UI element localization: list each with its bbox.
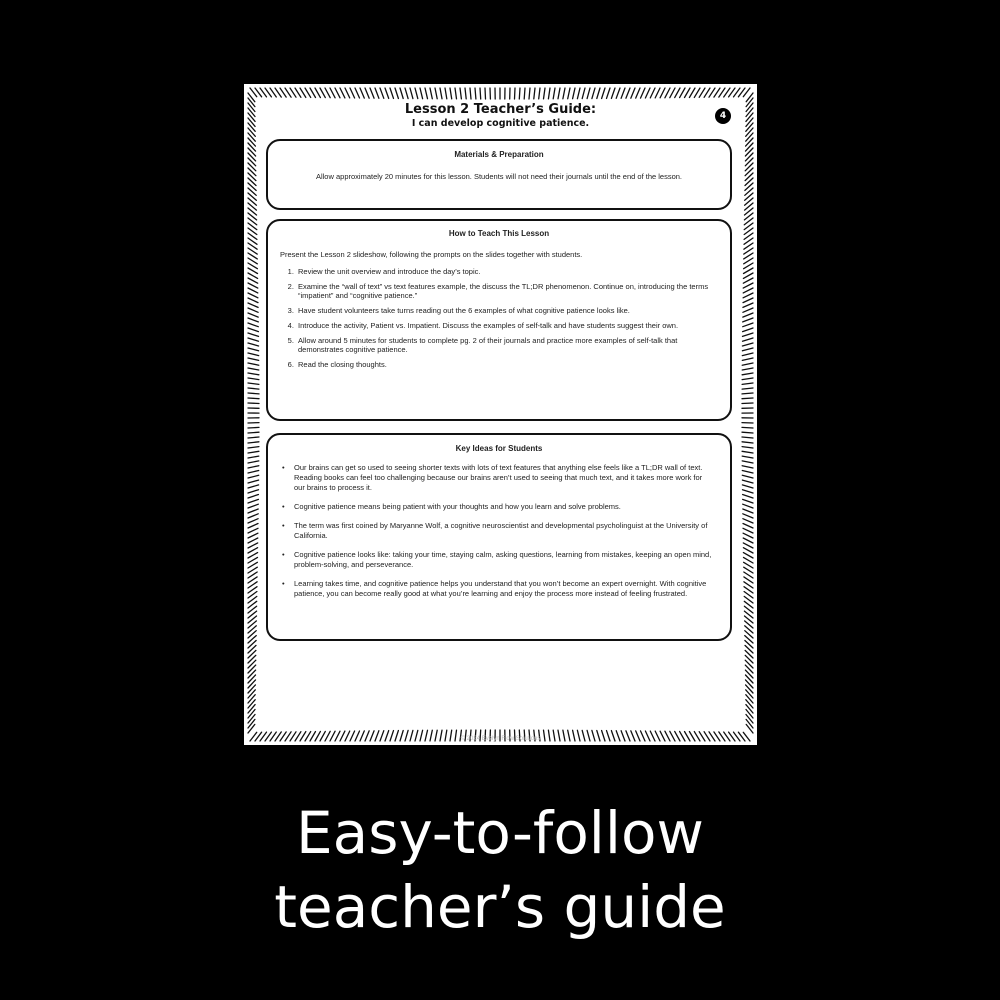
document-title: Lesson 2 Teacher’s Guide:: [404, 102, 597, 117]
document-subtitle: I can develop cognitive patience.: [411, 118, 590, 129]
step-item: 2. Examine the “wall of text” vs text features example, the discuss the TL;DR phenomenon. Continue on, introducing the terms “impatient” and “cognitive patience.”: [296, 282, 712, 300]
caption-line-1: Easy-to-follow: [296, 799, 704, 867]
key-idea-item: • Cognitive patience means being patient with your thoughts and how you learn and solve problems.: [292, 502, 712, 512]
how-to-teach-heading: How to Teach This Lesson: [448, 229, 550, 238]
step-item: 5. Allow around 5 minutes for students to complete pg. 2 of their journals and practice more examples of self-talk that demonstrates cognitive patience.: [296, 336, 712, 354]
caption-line-2: teacher’s guide: [274, 873, 726, 941]
step-item: 6. Read the closing thoughts.: [296, 360, 712, 369]
materials-text: Allow approximately 20 minutes for this lesson. Students will not need their journals until the end of the lesson.: [315, 172, 683, 181]
key-idea-item: • Learning takes time, and cognitive patience helps you understand that you won’t become an expert overnight. With cognitive patience, you can become really good at what you’re learning and enjoy the process more instead of feeling frustrated.: [292, 579, 712, 599]
copyright-footer: © 2024 Evelyn Flow Solutions: [460, 736, 541, 742]
key-idea-item: • The term was first coined by Maryanne Wolf, a cognitive neuroscientist and developmental psycholinguist at the University of California.: [292, 521, 712, 541]
caption: [0, 796, 1000, 944]
page-number-badge: 4: [715, 108, 731, 124]
key-idea-item: • Cognitive patience looks like: taking your time, staying calm, asking questions, learning from mistakes, keeping an open mind, problem-solving, and perseverance.: [292, 550, 712, 570]
how-to-teach-intro: Present the Lesson 2 slideshow, following the prompts on the slides together with students.: [280, 250, 583, 259]
step-item: 4. Introduce the activity, Patient vs. Impatient. Discuss the examples of self-talk and have students suggest their own.: [296, 321, 712, 330]
materials-box: [266, 139, 732, 210]
key-idea-item: • Our brains can get so used to seeing shorter texts with lots of text features that anything else feels like a TL;DR wall of text. Reading books can feel too challenging because our brains aren’t used to seeing that much text, and it takes more work for our brains to process it.: [292, 463, 712, 493]
step-item: 1. Review the unit overview and introduce the day’s topic.: [296, 267, 712, 276]
how-to-teach-box: [266, 219, 732, 421]
title-block: [244, 102, 757, 130]
key-ideas-heading: Key Ideas for Students: [455, 444, 543, 453]
step-item: 3. Have student volunteers take turns reading out the 6 examples of what cognitive patience looks like.: [296, 306, 712, 315]
key-ideas-list: [268, 463, 730, 599]
document-page: [244, 84, 757, 745]
steps-list: [268, 267, 730, 369]
materials-heading: Materials & Preparation: [454, 150, 544, 159]
key-ideas-box: [266, 433, 732, 641]
